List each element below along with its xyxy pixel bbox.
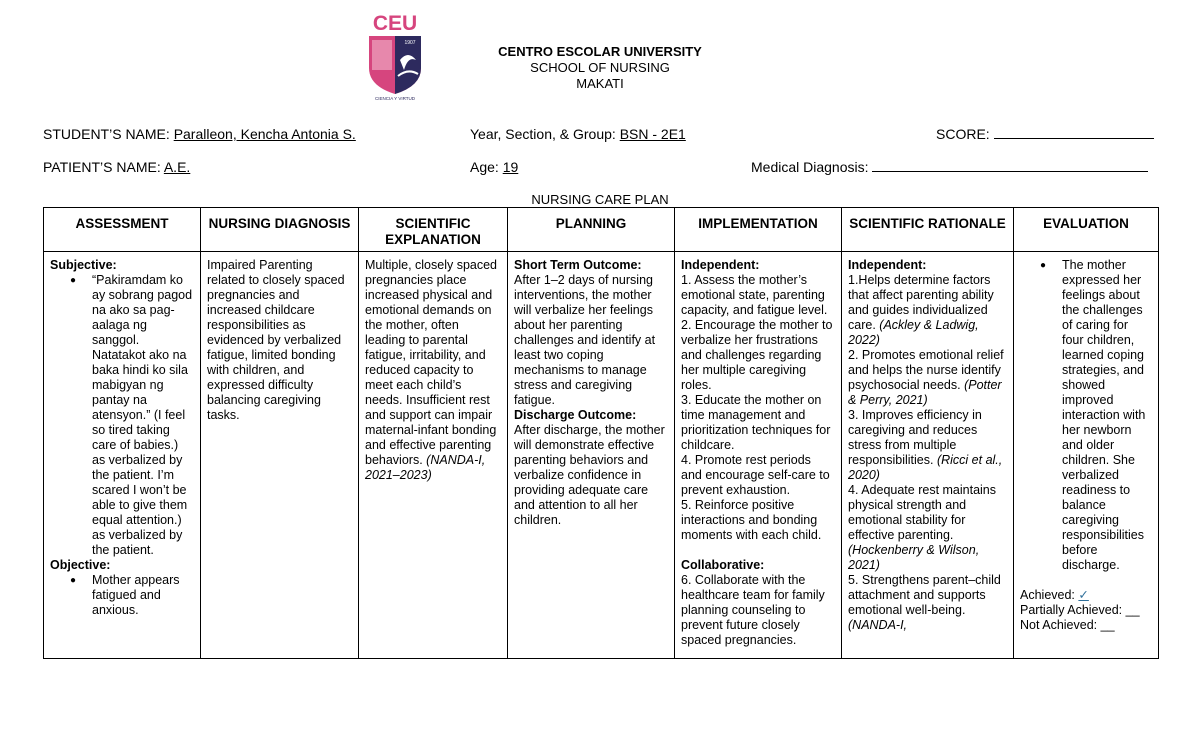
rationale-cell xyxy=(842,252,1014,659)
collaborative-label: Collaborative: xyxy=(681,558,765,572)
age-label: Age: xyxy=(470,159,499,175)
year-value: BSN - 2E1 xyxy=(619,126,686,142)
subjective-label: Subjective: xyxy=(50,258,117,272)
rationale-independent-label: Independent: xyxy=(848,258,927,272)
document-header xyxy=(450,44,750,92)
evaluation-text: ● The mother expressed her feelings about the challenges of caring for four children, learned coping strategies, and showed improved interaction with her newborn and older children. She verbalized readiness to balance caregiving responsibilities before discharge. xyxy=(1020,258,1152,573)
rationale-citation: (Potter & Perry, 2021) xyxy=(848,378,1002,407)
rationale-citation: (Ackley & Ladwig, 2022) xyxy=(848,318,979,347)
diagnosis-cell xyxy=(201,252,359,659)
subjective-list xyxy=(50,273,194,558)
rationale-text: 5. Strengthens parent–child attachment and supports emotional well-being. xyxy=(848,573,1001,617)
ceu-logo xyxy=(364,10,426,102)
patient-value: A.E. xyxy=(163,159,191,175)
score-field xyxy=(936,126,1154,142)
student-name-field xyxy=(43,126,356,142)
university-name: CENTRO ESCOLAR UNIVERSITY xyxy=(498,44,702,59)
col-header-assessment: ASSESSMENT xyxy=(44,208,201,252)
achieved-row xyxy=(1020,588,1152,603)
school-name: SCHOOL OF NURSING xyxy=(530,60,670,75)
ncp-title: NURSING CARE PLAN xyxy=(531,192,669,207)
nursing-care-plan-table xyxy=(43,207,1159,659)
logo-motto: CIENCIA Y VIRTUD xyxy=(374,96,416,101)
student-label: STUDENT’S NAME: xyxy=(43,126,170,142)
not-achieved-row xyxy=(1020,618,1152,633)
objective-text: ● Mother appears fatigued and anxious. xyxy=(50,573,194,618)
rationale-citation: (Ricci et al., 2020) xyxy=(848,453,1003,482)
score-label: SCORE: xyxy=(936,126,990,142)
objective-list xyxy=(50,573,194,618)
patient-name-field xyxy=(43,159,190,175)
patient-label: PATIENT’S NAME: xyxy=(43,159,161,175)
diagnosis-label: Medical Diagnosis: xyxy=(751,159,869,175)
not-achieved-mark: __ xyxy=(1100,618,1115,632)
implementation-item: 2. Encourage the mother to verbalize her frustrations and challenges regarding her multiple caregiving roles. xyxy=(681,318,833,392)
rationale-citation: (NANDA-I, xyxy=(848,618,908,632)
rationale-text: 1.Helps determine factors that affect parenting ability and guides individualized care. xyxy=(848,273,994,332)
table-header-row xyxy=(44,208,1159,252)
implementation-item: 4. Promote rest periods and encourage self-care to prevent exhaustion. xyxy=(681,453,830,497)
implementation-item: 3. Educate the mother on time management and prioritization techniques for childcare. xyxy=(681,393,831,452)
medical-diagnosis-field xyxy=(751,159,1148,175)
rationale-item xyxy=(848,273,1007,348)
col-header-implementation: IMPLEMENTATION xyxy=(675,208,842,252)
check-icon: ✓ xyxy=(1078,588,1089,602)
rationale-citation: (Hockenberry & Wilson, 2021) xyxy=(848,543,980,572)
partially-achieved-label: Partially Achieved: xyxy=(1020,603,1123,617)
score-blank xyxy=(994,126,1154,139)
rationale-item xyxy=(848,408,1007,483)
achieved-label: Achieved: xyxy=(1020,588,1075,602)
logo-year: 1907 xyxy=(404,40,416,46)
planning-cell xyxy=(508,252,675,659)
evaluation-cell xyxy=(1014,252,1159,659)
rationale-item xyxy=(848,573,1007,633)
rationale-text: 2. Promotes emotional relief and helps the nurse identify psychosocial needs. xyxy=(848,348,1004,392)
discharge-text: After discharge, the mother will demonstrate effective parenting behaviors and verbalize confidence in providing adequate care and attention to all her children. xyxy=(514,423,665,527)
rationale-text: 4. Adequate rest maintains physical strength and emotional stability for effective parenting. xyxy=(848,483,997,542)
explanation-cell xyxy=(359,252,508,659)
explanation-citation: (NANDA-I, 2021–2023) xyxy=(365,453,486,482)
campus-name: MAKATI xyxy=(576,76,624,91)
rationale-item xyxy=(848,348,1007,408)
objective-label: Objective: xyxy=(50,558,111,572)
rationale-item xyxy=(848,483,1007,573)
age-field xyxy=(470,159,518,175)
col-header-diagnosis: NURSING DIAGNOSIS xyxy=(201,208,359,252)
subjective-text: ● “Pakiramdam ko ay sobrang pagod na ako sa pag-aalaga ng sanggol. Natatakot ako na baka hindi ko sila mabigyan ng pantay na atensyon.” (I feel so tired taking care of babies.) as verbalized by the patient. I’m scared I won’t be able to give them equal attention.) as verbalized by the patient. xyxy=(50,273,194,558)
implementation-independent-label: Independent: xyxy=(681,258,760,272)
implementation-cell xyxy=(675,252,842,659)
col-header-evaluation: EVALUATION xyxy=(1014,208,1159,252)
age-value: 19 xyxy=(502,159,519,175)
implementation-item: 5. Reinforce positive interactions and bonding moments with each child. xyxy=(681,498,822,542)
partially-achieved-mark: __ xyxy=(1125,603,1140,617)
year-label: Year, Section, & Group: xyxy=(470,126,616,142)
rationale-text: 3. Improves efficiency in caregiving and reduces stress from multiple responsibilities. xyxy=(848,408,982,467)
partially-achieved-row xyxy=(1020,603,1152,618)
col-header-planning: PLANNING xyxy=(508,208,675,252)
evaluation-list xyxy=(1020,258,1152,573)
diagnosis-blank xyxy=(872,159,1148,172)
col-header-explanation: SCIENTIFIC EXPLANATION xyxy=(359,208,508,252)
logo-text: CEU xyxy=(372,12,418,35)
year-section-field xyxy=(470,126,686,142)
short-term-label: Short Term Outcome: xyxy=(514,258,642,272)
not-achieved-label: Not Achieved: xyxy=(1020,618,1098,632)
table-row xyxy=(44,252,1159,659)
col-header-rationale: SCIENTIFIC RATIONALE xyxy=(842,208,1014,252)
short-term-text: After 1–2 days of nursing interventions, the mother will verbalize her feelings about her parenting challenges and identify at least two coping mechanisms to manage stress and caregiving fatigue. xyxy=(514,273,656,407)
diagnosis-text: Impaired Parenting related to closely spaced pregnancies and increased childcare responsibilities as evidenced by verbalized fatigue, limited bonding with children, and expressed difficulty balancing caregiving tasks. xyxy=(207,258,345,422)
assessment-cell xyxy=(44,252,201,659)
explanation-text: Multiple, closely spaced pregnancies place increased physical and emotional demands on the mother, often leading to parental fatigue, irritability, and reduced capacity to meet each child’s needs. Insufficient rest and support can impair maternal-infant bonding and effective parenting behaviors. xyxy=(365,258,498,467)
discharge-label: Discharge Outcome: xyxy=(514,408,637,422)
collaborative-item: 6. Collaborate with the healthcare team for family planning counseling to prevent future closely spaced pregnancies. xyxy=(681,573,825,647)
student-value: Paralleon, Kencha Antonia S. xyxy=(173,126,356,142)
implementation-item: 1. Assess the mother’s emotional state, parenting capacity, and fatigue level. xyxy=(681,273,828,317)
